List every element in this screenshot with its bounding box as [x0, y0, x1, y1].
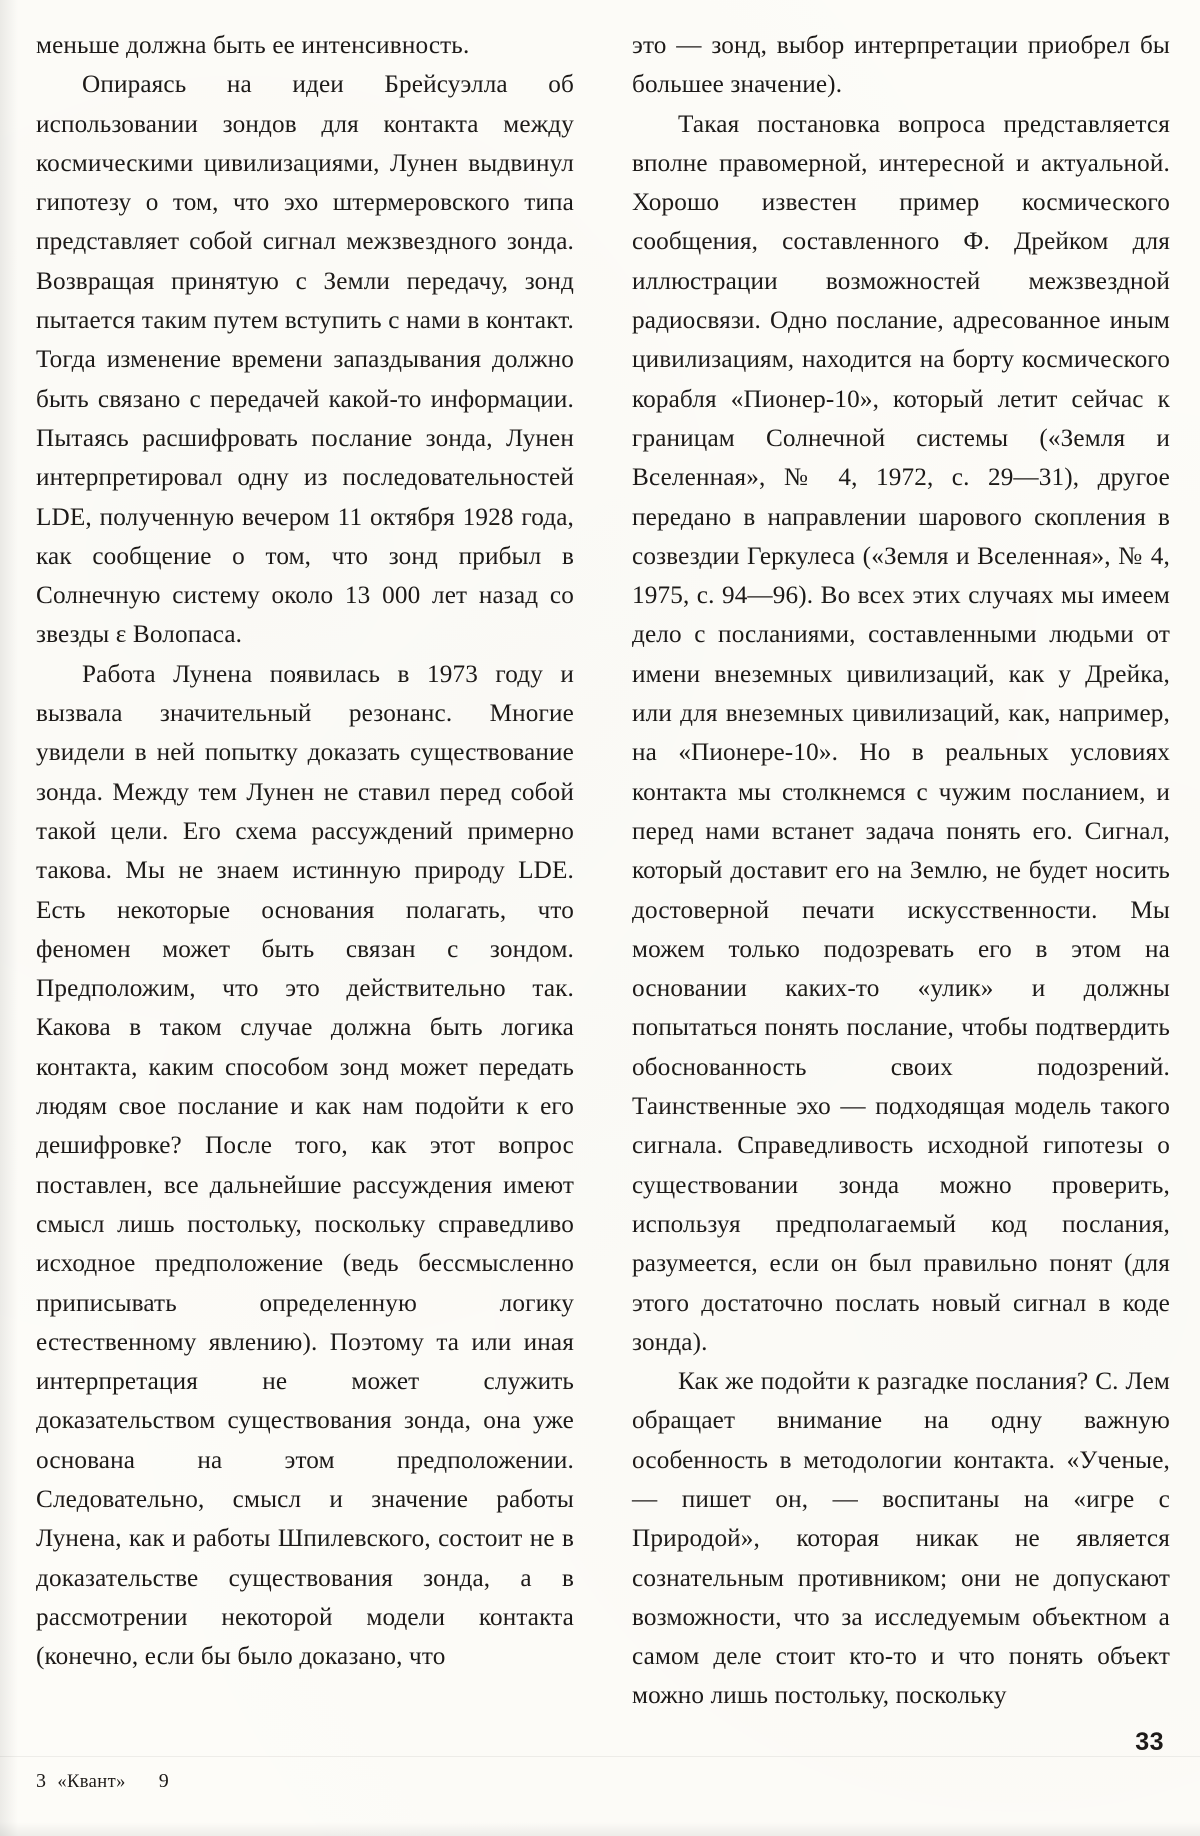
left-column: [36, 26, 574, 1716]
page-edge-shading-left: [0, 0, 18, 1836]
page-number: 33: [1135, 1728, 1164, 1756]
signature-sheet-number: 3: [36, 1770, 47, 1792]
page-edge-shading-bottom: [0, 1822, 1200, 1836]
right-column: [632, 26, 1170, 1716]
signature-issue-number: 9: [158, 1770, 170, 1792]
signature-journal-name: «Квант»: [57, 1772, 126, 1792]
paragraph: Работа Лунена появилась в 1973 году и вызвала значительный резонанс. Многие увидели в ней попытку доказать существование зонда. Между тем Лунен не ставил перед собой такой цели. Его схема рассуждений примерно такова. Мы не знаем истинную природу LDE. Есть некоторые основания полагать, что феномен может быть связан с зондом. Предположим, что это действительно так. Какова в таком случае должна быть логика контакта, каким способом зонд может передать людям свое послание и как нам подойти к его дешифровке? После того, как этот вопрос поставлен, все дальнейшие рассуждения имеют смысл лишь постольку, поскольку справедливо исходное предположение (ведь бессмысленно приписывать определенную логику естественному явлению). Поэтому та или иная интерпретация не может служить доказательством существования зонда, она уже основана на этом предположении. Следовательно, смысл и значение работы Лунена, как и работы Шпилевского, состоит не в доказательстве существования зонда, а в рассмотрении некоторой модели контакта (конечно, если бы было доказано, что: [36, 660, 574, 1671]
paragraph: Опираясь на идеи Брейсуэлла об использовании зондов для контакта между космическими цивилизациями, Лунен выдвинул гипотезу о том, что эхо штермеровского типа представляет собой сигнал межзвездного зонда. Возвращая принятую с Земли передачу, зонд пытается таким путем вступить с нами в контакт. Тогда изменение времени запаздывания должно быть связано с передачей какой-то информации. Пытаясь расшифровать послание зонда, Лунен интерпретировал одну из последовательностей LDE, полученную вечером 11 октября 1928 года, как сообщение о том, что зонд прибыл в Солнечную систему около 13 000 лет назад со звезды ε Волопаса.: [36, 71, 574, 649]
two-column-text-body: [36, 26, 1170, 1716]
printer-signature: [36, 1770, 169, 1793]
paragraph: это — зонд, выбор интерпретации приобрел бы большее значение).: [632, 32, 1170, 99]
paragraph: Как же подойти к разгадке послания? С. Лем обращает внимание на одну важную особенность в методологии контакта. «Ученые, — пишет он, — воспитаны на «игре с Природой», которая никак не является сознательным противником; они не допускают возможности, что за исследуемым объектном а самом деле стоит кто-то и что понять объект можно лишь постольку, поскольку: [632, 1368, 1170, 1710]
paragraph: Такая постановка вопроса представляется вполне правомерной, интересной и актуальной. Хорошо известен пример космического сообщения, составленного Ф. Дрейком для иллюстрации возможностей межзвездной радиосвязи. Одно послание, адресованное иным цивилизациям, находится на борту космического корабля «Пионер-10», который летит сейчас к границам Солнечной системы («Земля и Вселенная», № 4, 1972, с. 29—31), другое передано в направлении шарового скопления в созвездии Геркулеса («Земля и Вселенная», № 4, 1975, с. 94—96). Во всех этих случаях мы имеем дело с посланиями, составленными людьми от имени внеземных цивилизаций, как у Дрейка, или для внеземных цивилизаций, как, например, на «Пионере-10». Но в реальных условиях контакта мы столкнемся с чужим посланием, и перед нами встанет задача понять его. Сигнал, который доставит его на Землю, не будет носить достоверной печати искусственности. Мы можем только подозревать его в этом на основании каких-то «улик» и должны попытаться понять послание, чтобы подтвердить обоснованность своих подозрений. Таинственные эхо — подходящая модель такого сигнала. Справедливость исходной гипотезы о существовании зонда можно проверить, используя предполагаемый код послания, разумеется, если он был правильно понят (для этого достаточно послать новый сигнал в коде зонда).: [632, 110, 1170, 1356]
footer-divider: [0, 1756, 1200, 1757]
paragraph: меньше должна быть ее интенсивность.: [36, 32, 470, 59]
